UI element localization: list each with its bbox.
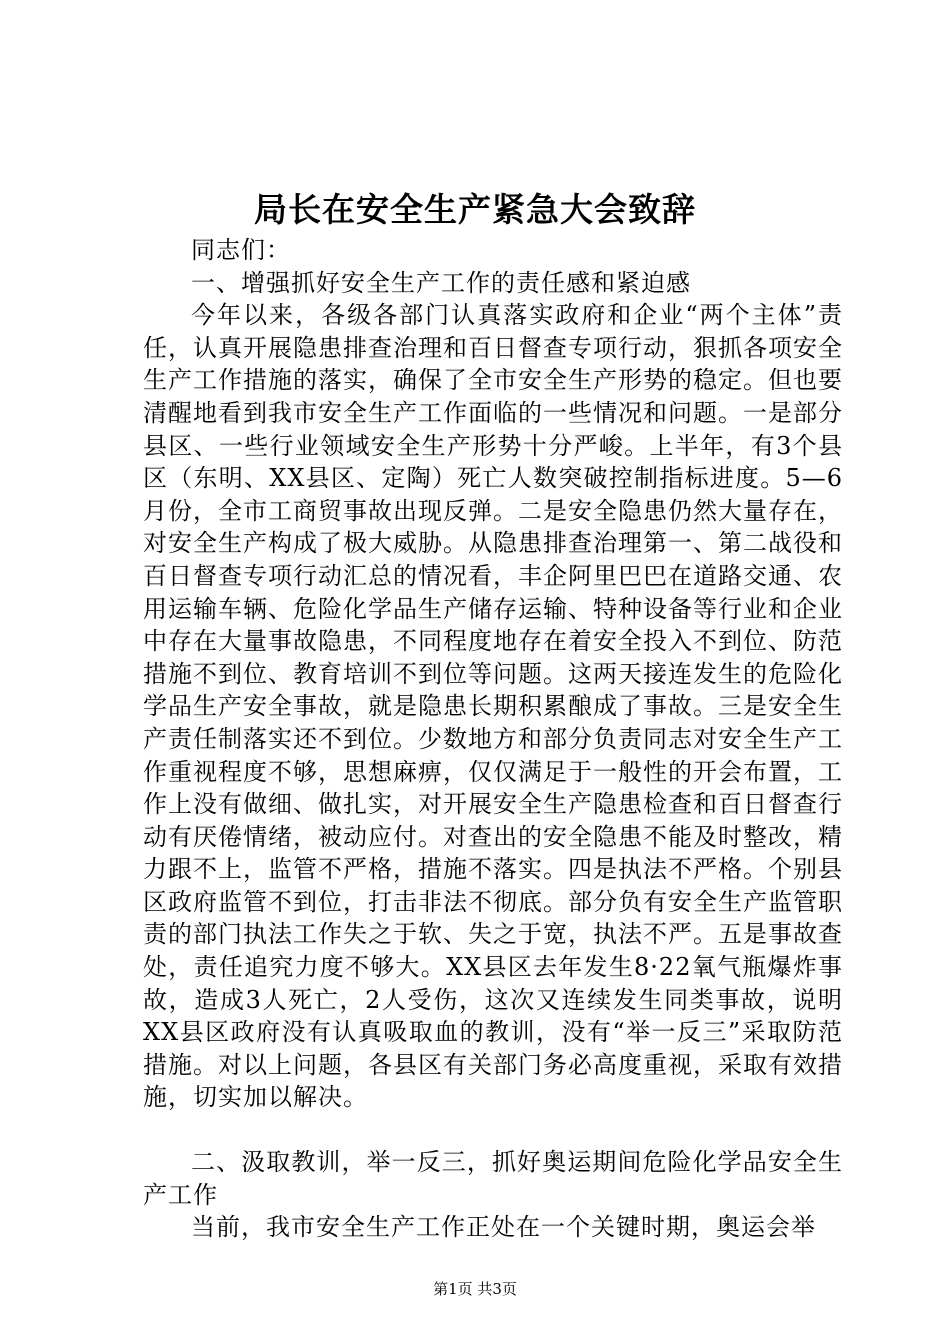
section-heading-2: 二、汲取教训，举一反三，抓好奥运期间危险化学品安全生产工作 <box>143 1148 843 1209</box>
body-paragraph: 当前，我市安全生产工作正处在一个关键时期，奥运会举 <box>191 1213 816 1242</box>
document-title: 局长在安全生产紧急大会致辞 <box>254 190 696 229</box>
page-number: 第1页 共3页 <box>433 1280 517 1298</box>
section-heading-1: 一、增强抓好安全生产工作的责任感和紧迫感 <box>191 268 691 297</box>
document-body <box>143 234 843 1244</box>
body-paragraph: 今年以来，各级各部门认真落实政府和企业“两个主体”责任，认真开展隐患排查治理和百日督查专项行动，狠抓各项安全生产工作措施的落实，确保了全市安全生产形势的稳定。但也要清醒地看到我市安全生产工作面临的一些情况和问题。一是部分县区、一些行业领域安全生产形势十分严峻。上半年，有3个县区（东明、XX县区、定陶）死亡人数突破控制指标进度。5—6月份，全市工商贸事故出现反弹。二是安全隐患仍然大量存在，对安全生产构成了极大威胁。从隐患排查治理第一、第二战役和百日督查专项行动汇总的情况看，丰企阿里巴巴在道路交通、农用运输车辆、危险化学品生产储存运输、特种设备等行业和企业中存在大量事故隐患，不同程度地存在着安全投入不到位、防范措施不到位、教育培训不到位等问题。这两天接连发生的危险化学品生产安全事故，就是隐患长期积累酿成了事故。三是安全生产责任制落实还不到位。少数地方和部分负责同志对安全生产工作重视程度不够，思想麻痹，仅仅满足于一般性的开会布置，工作上没有做细、做扎实，对开展安全生产隐患检查和百日督查行动有厌倦情绪，被动应付。对查出的安全隐患不能及时整改，精力跟不上，监管不严格，措施不落实。四是执法不严格。个别县区政府监管不到位，打击非法不彻底。部分负有安全生产监管职责的部门执法工作失之于软、失之于宽，执法不严。五是事故查处，责任追究力度不够大。XX县区去年发生8·22氧气瓶爆炸事故，造成3人死亡，2人受伤，这次又连续发生同类事故，说明XX县区政府没有认真吸取血的教训，没有“举一反三”采取防范措施。对以上问题，各县区有关部门务必高度重视，采取有效措施，切实加以解决。 <box>143 301 843 1112</box>
salutation: 同志们： <box>191 236 291 264</box>
